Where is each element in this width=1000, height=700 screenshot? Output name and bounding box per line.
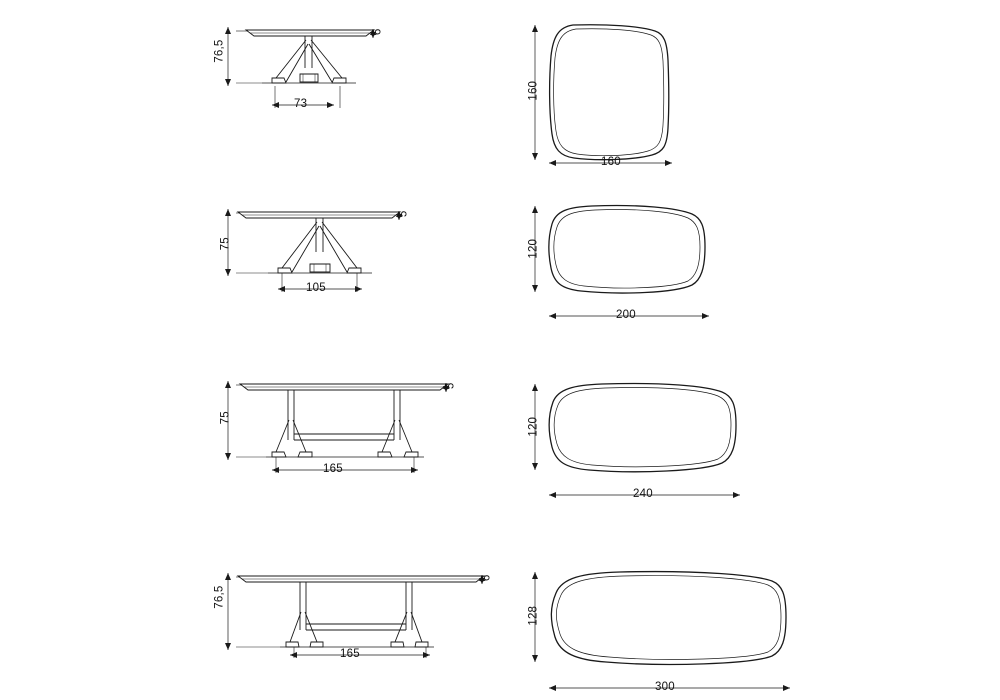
row-4-base-width-label: 165 — [340, 648, 360, 660]
row-3-height-label: 75 — [219, 411, 232, 425]
row-3-plan-width-label: 240 — [633, 488, 653, 500]
row-1-elevation — [225, 27, 376, 108]
row-1-thickness-label: 6 — [371, 28, 384, 36]
row-4-thickness-label: 6 — [480, 574, 493, 582]
row-3-thickness-label: 5 — [444, 382, 457, 390]
row-2-base-width-label: 105 — [306, 282, 326, 294]
row-2-elevation — [225, 209, 402, 292]
row-2-plan-depth-label: 120 — [527, 238, 540, 259]
row-1-plan — [532, 25, 672, 166]
row-4-plan — [532, 572, 790, 691]
row-2-height-label: 75 — [219, 237, 232, 251]
row-4-plan-width-label: 300 — [655, 681, 675, 693]
row-1-base-width-label: 73 — [294, 98, 308, 110]
row-2-thickness-label: 5 — [397, 210, 410, 218]
row-3-elevation — [225, 381, 449, 473]
row-1-height-label: 76,5 — [213, 39, 226, 63]
row-1-plan-width-label: 160 — [601, 156, 621, 168]
row-2-plan — [532, 205, 709, 319]
row-3-plan-depth-label: 120 — [527, 416, 540, 437]
row-4-height-label: 76,5 — [213, 585, 226, 609]
row-1-plan-depth-label: 160 — [527, 80, 540, 101]
row-3-plan — [532, 383, 740, 498]
row-4-elevation — [225, 573, 485, 658]
row-4-plan-depth-label: 128 — [527, 605, 540, 626]
row-3-base-width-label: 165 — [323, 463, 343, 475]
row-2-plan-width-label: 200 — [616, 309, 636, 321]
